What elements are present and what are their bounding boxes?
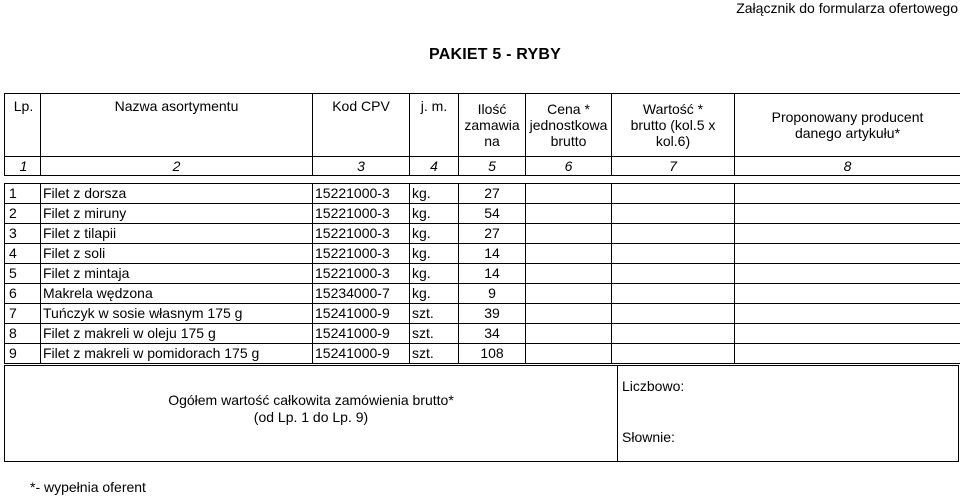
cell-unit: szt. xyxy=(410,304,459,324)
cell-qty: 27 xyxy=(459,224,526,244)
table-row xyxy=(5,344,960,364)
total-label-cell xyxy=(5,366,618,461)
header-value: Wartość * brutto (kol.5 x kol.6) xyxy=(612,94,735,157)
cell-qty: 39 xyxy=(459,304,526,324)
cell-qty: 14 xyxy=(459,264,526,284)
cell-unit: szt. xyxy=(410,324,459,344)
cell-name: Filet z dorsza xyxy=(41,184,313,204)
footnote: *- wypełnia oferent xyxy=(30,479,146,495)
cell-name: Filet z makreli w oleju 175 g xyxy=(41,324,313,344)
total-numeric-label: Liczbowo: xyxy=(622,378,685,394)
offer-table xyxy=(4,93,960,364)
cell-price xyxy=(526,204,612,224)
header-lp: Lp. xyxy=(5,94,41,157)
col-number: 8 xyxy=(735,157,960,176)
cell-cpv: 15221000-3 xyxy=(313,184,410,204)
cell-unit: kg. xyxy=(410,264,459,284)
cell-qty: 108 xyxy=(459,344,526,364)
col-number: 3 xyxy=(313,157,410,176)
total-values-cell xyxy=(620,366,958,461)
cell-price xyxy=(526,304,612,324)
cell-unit: kg. xyxy=(410,204,459,224)
cell-value xyxy=(612,264,735,284)
cell-lp: 1 xyxy=(5,184,41,204)
header-name: Nazwa asortymentu xyxy=(41,94,313,157)
cell-value xyxy=(612,304,735,324)
col-number: 2 xyxy=(41,157,313,176)
cell-unit: kg. xyxy=(410,284,459,304)
cell-name: Filet z makreli w pomidorach 175 g xyxy=(41,344,313,364)
cell-value xyxy=(612,204,735,224)
cell-name: Filet z miruny xyxy=(41,204,313,224)
table-row xyxy=(5,324,960,344)
cell-unit: kg. xyxy=(410,184,459,204)
cell-producer xyxy=(735,324,960,344)
cell-qty: 27 xyxy=(459,184,526,204)
cell-unit: kg. xyxy=(410,244,459,264)
cell-value xyxy=(612,224,735,244)
col-number: 6 xyxy=(526,157,612,176)
table-row xyxy=(5,184,960,204)
cell-price xyxy=(526,344,612,364)
cell-producer xyxy=(735,304,960,324)
cell-producer xyxy=(735,184,960,204)
page-title: PAKIET 5 - RYBY xyxy=(429,46,561,63)
header-qty: Ilość zamawia na xyxy=(459,94,526,157)
cell-producer xyxy=(735,264,960,284)
cell-cpv: 15221000-3 xyxy=(313,244,410,264)
table-row xyxy=(5,264,960,284)
cell-lp: 2 xyxy=(5,204,41,224)
cell-value xyxy=(612,344,735,364)
total-summary-box xyxy=(4,365,959,462)
cell-cpv: 15234000-7 xyxy=(313,284,410,304)
cell-lp: 3 xyxy=(5,224,41,244)
col-number: 4 xyxy=(410,157,459,176)
cell-unit: kg. xyxy=(410,224,459,244)
cell-qty: 14 xyxy=(459,244,526,264)
cell-producer xyxy=(735,204,960,224)
cell-price xyxy=(526,244,612,264)
cell-cpv: 15241000-9 xyxy=(313,324,410,344)
total-range: (od Lp. 1 do Lp. 9) xyxy=(253,409,369,425)
table-row xyxy=(5,204,960,224)
cell-price xyxy=(526,184,612,204)
header-cpv: Kod CPV xyxy=(313,94,410,157)
cell-name: Tuńczyk w sosie własnym 175 g xyxy=(41,304,313,324)
attachment-note: Załącznik do formularza ofertowego xyxy=(736,0,958,16)
cell-price xyxy=(526,264,612,284)
cell-name: Filet z tilapii xyxy=(41,224,313,244)
cell-name: Filet z soli xyxy=(41,244,313,264)
cell-cpv: 15241000-9 xyxy=(313,304,410,324)
cell-lp: 8 xyxy=(5,324,41,344)
column-number-row xyxy=(5,157,960,176)
total-words-label: Słownie: xyxy=(622,429,675,445)
cell-qty: 34 xyxy=(459,324,526,344)
cell-value xyxy=(612,284,735,304)
cell-unit: szt. xyxy=(410,344,459,364)
cell-value xyxy=(612,324,735,344)
total-label: Ogółem wartość całkowita zamówienia brutto* xyxy=(168,392,454,408)
header-price: Cena * jednostkowa brutto xyxy=(526,94,612,157)
cell-producer xyxy=(735,224,960,244)
cell-lp: 9 xyxy=(5,344,41,364)
cell-producer xyxy=(735,244,960,264)
cell-cpv: 15221000-3 xyxy=(313,204,410,224)
cell-lp: 4 xyxy=(5,244,41,264)
table-row xyxy=(5,284,960,304)
cell-price xyxy=(526,324,612,344)
cell-name: Makrela wędzona xyxy=(41,284,313,304)
cell-cpv: 15221000-3 xyxy=(313,264,410,284)
spacer-row xyxy=(5,176,960,184)
cell-cpv: 15241000-9 xyxy=(313,344,410,364)
header-producer: Proponowany producent danego artykułu* xyxy=(735,94,960,157)
cell-qty: 54 xyxy=(459,204,526,224)
col-number: 5 xyxy=(459,157,526,176)
cell-price xyxy=(526,224,612,244)
cell-price xyxy=(526,284,612,304)
cell-cpv: 15221000-3 xyxy=(313,224,410,244)
header-row xyxy=(5,94,960,157)
cell-value xyxy=(612,244,735,264)
cell-qty: 9 xyxy=(459,284,526,304)
cell-producer xyxy=(735,284,960,304)
cell-lp: 5 xyxy=(5,264,41,284)
cell-producer xyxy=(735,344,960,364)
table-row xyxy=(5,244,960,264)
table-row xyxy=(5,304,960,324)
cell-lp: 6 xyxy=(5,284,41,304)
header-unit: j. m. xyxy=(410,94,459,157)
cell-lp: 7 xyxy=(5,304,41,324)
col-number: 1 xyxy=(5,157,41,176)
cell-name: Filet z mintaja xyxy=(41,264,313,284)
col-number: 7 xyxy=(612,157,735,176)
cell-value xyxy=(612,184,735,204)
table-row xyxy=(5,224,960,244)
